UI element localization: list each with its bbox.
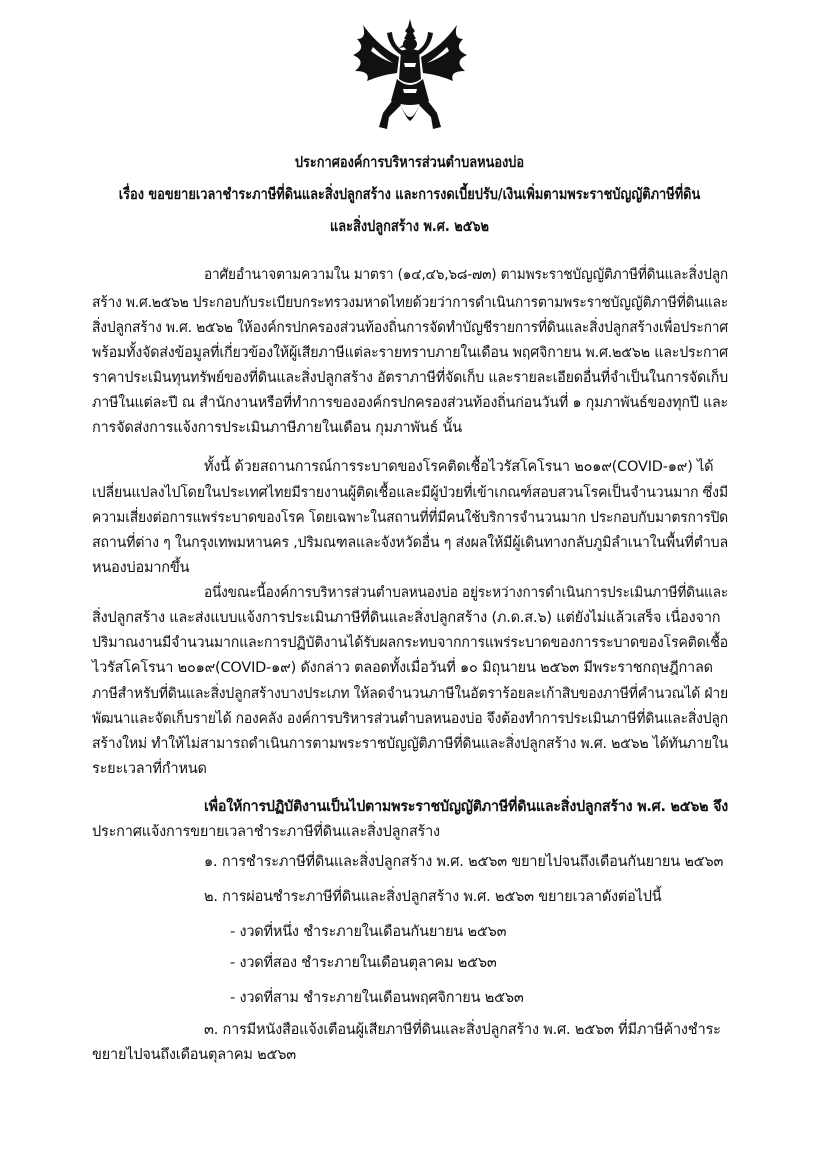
body-line: ภาษีสำหรับที่ดินและสิ่งปลูกสร้างบางประเภท ให้ลดจำนวนภาษีในอัตราร้อยละเก้าสิบของภาษีที่คำนวณได้ ฝ่าย <box>92 686 728 702</box>
body-line: หนองบ่อมากขึ้น <box>92 560 190 576</box>
body-line: การจัดส่งการแจ้งการประเมินภาษีภายในเดือน กุมภาพันธ์ นั้น <box>92 420 462 436</box>
subject-line-2: และสิ่งปลูกสร้าง พ.ศ. ๒๕๖๒ <box>329 217 490 235</box>
body-line: ประกาศแจ้งการขยายเวลาชำระภาษีที่ดินและสิ่งปลูกสร้าง <box>92 824 440 840</box>
list-item: ๒. การผ่อนชำระภาษีที่ดินและสิ่งปลูกสร้าง พ.ศ. ๒๕๖๓ ขยายเวลาดังต่อไปนี้ <box>204 889 662 905</box>
body-line: สร้าง พ.ศ.๒๕๖๒ ประกอบกับระเบียบกระทรวงมหาดไทยด้วยว่าการดำเนินการตามพระราชบัญญัติภาษีที่ดินและ <box>92 295 728 311</box>
body-line: ภาษีในแต่ละปี ณ สำนักงานหรือที่ทำการขององค์กรปกครองส่วนท้องถิ่นก่อนวันที่ ๑ กุมภาพันธ์ของทุกปี และ <box>92 395 728 411</box>
announcement-title: ประกาศองค์การบริหารส่วนตำบลหนองบ่อ <box>294 153 525 171</box>
body-line: ทั้งนี้ ด้วยสถานการณ์การระบาดของโรคติดเชื้อไวรัสโคโรนา ๒๐๑๙(COVID-๑๙) ได้ <box>204 459 714 475</box>
body-line: ระยะเวลาที่กำหนด <box>92 761 207 777</box>
list-sub-item: - งวดที่สอง ชำระภายในเดือนตุลาคม ๒๕๖๓ <box>230 955 497 971</box>
body-line: สิ่งปลูกสร้าง และส่งแบบแจ้งการประเมินภาษีที่ดินและสิ่งปลูกสร้าง (ภ.ด.ส.๖) แต่ยังไม่แล้วเสร็จ เนื่องจาก <box>92 610 721 626</box>
body-line: อนึ่งขณะนี้องค์การบริหารส่วนตำบลหนองบ่อ อยู่ระหว่างการดำเนินการประเมินภาษีที่ดินและ <box>204 585 728 601</box>
list-sub-item: - งวดที่หนึ่ง ชำระภายในเดือนกันยายน ๒๕๖๓ <box>230 924 507 940</box>
list-item: ๓. การมีหนังสือแจ้งเตือนผู้เสียภาษีที่ดินและสิ่งปลูกสร้าง พ.ศ. ๒๕๖๓ ที่มีภาษีค้างชำระ <box>204 1022 721 1038</box>
body-line: พัฒนาและจัดเก็บรายได้ กองคลัง องค์การบริหารส่วนตำบลหนองบ่อ จึงต้องทำการประเมินภาษีที่ดินและสิ่งปลูก <box>92 711 728 727</box>
body-line: อาศัยอำนาจตามความใน มาตรา (๑๔,๔๖,๖๘-๗๓) ตามพระราชบัญญัติภาษีที่ดินและสิ่งปลูก <box>204 267 728 283</box>
body-line: ปริมาณงานมีจำนวนมากและการปฏิบัติงานได้รับผลกระทบจากการแพร่ระบาดของการระบาดของโรคติดเชื้อ <box>92 635 728 651</box>
list-sub-item: - งวดที่สาม ชำระภายในเดือนพฤศจิกายน ๒๕๖๓ <box>230 990 524 1006</box>
list-item: ๑. การชำระภาษีที่ดินและสิ่งปลูกสร้าง พ.ศ. ๒๕๖๓ ขยายไปจนถึงเดือนกันยายน ๒๕๖๓ <box>204 854 724 870</box>
body-line: สถานที่ต่าง ๆ ในกรุงเทพมหานคร ,ปริมณฑลและจังหวัดอื่น ๆ ส่งผลให้มีผู้เดินทางกลับภูมิลำเนาในพื้นที่ตำบล <box>92 535 728 551</box>
garuda-emblem <box>349 17 472 132</box>
body-line: ความเสี่ยงต่อการแพร่ระบาดของโรค โดยเฉพาะในสถานที่ที่มีคนใช้บริการจำนวนมาก ประกอบกับมาตรการปิด <box>92 510 728 526</box>
body-line: สิ่งปลูกสร้าง พ.ศ. ๒๕๖๒ ให้องค์กรปกครองส่วนท้องถิ่นการจัดทำบัญชีรายการที่ดินและสิ่งปลูกสร้างเพื่อประกาศ <box>92 320 728 336</box>
body-line: พร้อมทั้งจัดส่งข้อมูลที่เกี่ยวข้องให้ผู้เสียภาษีแต่ละรายทราบภายในเดือน พฤศจิกายน พ.ศ.๒๕๖๒ และประกาศ <box>92 345 728 361</box>
subject-line-1: เรื่อง ขอขยายเวลาชำระภาษีที่ดินและสิ่งปลูกสร้าง และการงดเบี้ยปรับ/เงินเพิ่มตามพระราชบัญญัติภาษีที่ดิน <box>118 185 701 203</box>
body-line: เพื่อให้การปฏิบัติงานเป็นไปตามพระราชบัญญัติภาษีที่ดินและสิ่งปลูกสร้าง พ.ศ. ๒๕๖๒ จึง <box>204 799 728 815</box>
body-line: สร้างใหม่ ทำให้ไม่สามารถดำเนินการตามพระราชบัญญัติภาษีที่ดินและสิ่งปลูกสร้าง พ.ศ. ๒๕๖๒ ได้ทันภายใน <box>92 736 728 752</box>
body-line: ราคาประเมินทุนทรัพย์ของที่ดินและสิ่งปลูกสร้าง อัตราภาษีที่จัดเก็บ และรายละเอียดอื่นที่จำเป็นในการจัดเก็บ <box>92 370 728 386</box>
body-line: ขยายไปจนถึงเดือนตุลาคม ๒๕๖๓ <box>92 1047 296 1063</box>
body-line: เปลี่ยนแปลงไปโดยในประเทศไทยมีรายงานผู้ติดเชื้อและมีผู้ป่วยที่เข้าเกณฑ์สอบสวนโรคเป็นจำนวนมาก ซึ่งมี <box>92 485 728 501</box>
body-line: ไวรัสโคโรนา ๒๐๑๙(COVID-๑๙) ดังกล่าว ตลอดทั้งเมื่อวันที่ ๑๐ มิถุนายน ๒๕๖๓ มีพระราชกฤษฎีกาลด <box>92 660 713 676</box>
